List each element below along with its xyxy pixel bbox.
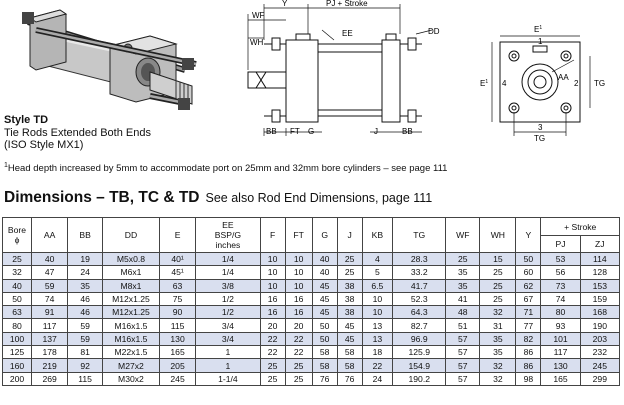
- table-cell: 269: [32, 372, 68, 385]
- table-cell: 35: [480, 346, 516, 359]
- table-cell: 125.9: [393, 346, 446, 359]
- cylinder-isometric-illustration: [0, 0, 225, 112]
- col-ee-sub1: BSP/G: [214, 230, 242, 240]
- dimensions-heading: [4, 189, 432, 207]
- port-4-label: 4: [502, 79, 507, 88]
- table-cell: 92: [68, 359, 103, 372]
- table-cell: 5: [362, 266, 393, 279]
- table-cell: 82.7: [393, 319, 446, 332]
- col-dd: DD: [102, 218, 159, 253]
- dim-bb-label: BB: [266, 127, 277, 136]
- table-cell: 45¹: [159, 266, 195, 279]
- table-cell: 71: [516, 306, 541, 319]
- table-cell: 63: [159, 279, 195, 292]
- table-row: [3, 306, 620, 319]
- table-cell: 6.5: [362, 279, 393, 292]
- table-cell: 115: [68, 372, 103, 385]
- style-iso-reference: (ISO Style MX1): [4, 139, 84, 151]
- table-cell: M12x1.25: [102, 306, 159, 319]
- footnote-text: Head depth increased by 5mm to accommodate port on 25mm and 32mm bore cylinders – see page 111: [7, 163, 448, 175]
- table-row: [3, 359, 620, 372]
- table-cell: 48: [446, 306, 480, 319]
- table-cell: 299: [580, 372, 619, 385]
- table-cell: 22: [362, 359, 393, 372]
- table-cell: 58: [337, 346, 362, 359]
- table-cell: 1: [196, 359, 260, 372]
- table-row: [3, 319, 620, 332]
- table-cell: 165: [159, 346, 195, 359]
- dimensions-table: [2, 217, 620, 386]
- table-cell: 4: [362, 253, 393, 266]
- col-ee-sub2: inches: [215, 240, 241, 250]
- table-cell: 1-1/4: [196, 372, 260, 385]
- dim-wf-label: WF: [252, 11, 265, 20]
- table-cell: 10: [285, 266, 312, 279]
- col-kb: KB: [362, 218, 393, 253]
- table-cell: 56: [541, 266, 580, 279]
- table-cell: 35: [68, 279, 103, 292]
- table-cell: 59: [32, 279, 68, 292]
- table-cell: 38: [337, 306, 362, 319]
- table-cell: 245: [580, 359, 619, 372]
- table-cell: 57: [446, 372, 480, 385]
- style-title: Style TD: [4, 114, 49, 126]
- table-cell: 1/4: [196, 253, 260, 266]
- table-cell: 3/4: [196, 319, 260, 332]
- table-cell: 57: [446, 332, 480, 345]
- table-cell: 40: [3, 279, 32, 292]
- table-cell: 96.9: [393, 332, 446, 345]
- table-cell: 245: [159, 372, 195, 385]
- style-description: Tie Rods Extended Both Ends: [4, 127, 151, 139]
- table-cell: 25: [260, 359, 285, 372]
- table-cell: 1: [196, 346, 260, 359]
- table-cell: 190: [580, 319, 619, 332]
- table-header: [3, 218, 620, 253]
- table-cell: 57: [446, 346, 480, 359]
- table-cell: 35: [480, 332, 516, 345]
- table-cell: 128: [580, 266, 619, 279]
- table-cell: 25: [3, 253, 32, 266]
- table-cell: 13: [362, 319, 393, 332]
- table-cell: 190.2: [393, 372, 446, 385]
- table-row: [3, 253, 620, 266]
- table-cell: 80: [541, 306, 580, 319]
- table-cell: 10: [362, 306, 393, 319]
- table-cell: 63: [3, 306, 32, 319]
- table-cell: 58: [337, 359, 362, 372]
- table-cell: 77: [516, 319, 541, 332]
- table-cell: 22: [260, 332, 285, 345]
- table-cell: 59: [68, 332, 103, 345]
- table-cell: 32: [480, 306, 516, 319]
- port-3-label: 3: [538, 123, 543, 132]
- table-cell: 28.3: [393, 253, 446, 266]
- table-cell: 159: [580, 292, 619, 305]
- col-pj: PJ: [541, 236, 580, 253]
- table-cell: 50: [312, 319, 337, 332]
- table-cell: 74: [541, 292, 580, 305]
- table-cell: M27x2: [102, 359, 159, 372]
- table-cell: 32: [480, 359, 516, 372]
- col-f: F: [260, 218, 285, 253]
- col-y: Y: [516, 218, 541, 253]
- dim-pj-stroke-label: PJ + Stroke: [326, 0, 368, 8]
- port-1-label: 1: [538, 37, 543, 46]
- table-cell: 41: [446, 292, 480, 305]
- table-cell: 32: [480, 372, 516, 385]
- table-cell: 38: [337, 292, 362, 305]
- col-aa: AA: [32, 218, 68, 253]
- table-cell: 3/8: [196, 279, 260, 292]
- table-cell: 165: [541, 372, 580, 385]
- table-cell: 40: [32, 253, 68, 266]
- table-cell: 15: [480, 253, 516, 266]
- table-cell: 31: [480, 319, 516, 332]
- col-stroke-group: + Stroke: [541, 218, 620, 236]
- table-cell: 130: [541, 359, 580, 372]
- table-cell: 25: [337, 253, 362, 266]
- table-cell: M30x2: [102, 372, 159, 385]
- table-cell: 80: [3, 319, 32, 332]
- table-cell: 35: [446, 279, 480, 292]
- table-cell: 38: [337, 279, 362, 292]
- table-cell: 101: [541, 332, 580, 345]
- col-ee-label: EE: [222, 220, 234, 230]
- table-row: [3, 332, 620, 345]
- table-row: [3, 266, 620, 279]
- table-cell: 22: [260, 346, 285, 359]
- table-cell: 16: [260, 292, 285, 305]
- port-2-label: 2: [574, 79, 579, 88]
- table-cell: M5x0.8: [102, 253, 159, 266]
- col-ee: [196, 218, 260, 253]
- table-cell: 19: [68, 253, 103, 266]
- footnote: [4, 162, 447, 174]
- dim-ee-label: EE: [342, 29, 353, 38]
- table-cell: 40¹: [159, 253, 195, 266]
- dim-bb-right-label: BB: [402, 127, 413, 136]
- col-bb: BB: [68, 218, 103, 253]
- table-cell: 117: [541, 346, 580, 359]
- table-cell: 10: [260, 279, 285, 292]
- table-cell: 24: [362, 372, 393, 385]
- table-cell: 45: [337, 332, 362, 345]
- col-bore-label: Bore: [7, 225, 27, 235]
- table-cell: 86: [516, 359, 541, 372]
- table-cell: 62: [516, 279, 541, 292]
- table-cell: 60: [516, 266, 541, 279]
- cylinder-side-view-drawing: [222, 0, 462, 150]
- table-cell: 25: [285, 359, 312, 372]
- table-cell: 1/2: [196, 292, 260, 305]
- table-cell: 10: [362, 292, 393, 305]
- table-cell: 10: [285, 253, 312, 266]
- table-cell: M8x1: [102, 279, 159, 292]
- table-cell: 50: [3, 292, 32, 305]
- table-cell: 100: [3, 332, 32, 345]
- table-cell: 35: [446, 266, 480, 279]
- table-cell: 10: [285, 279, 312, 292]
- table-cell: 25: [480, 279, 516, 292]
- table-cell: 154.9: [393, 359, 446, 372]
- table-cell: 64.3: [393, 306, 446, 319]
- dim-g-label: G: [308, 127, 315, 136]
- dim-e-top-label: $E^1$: [534, 25, 543, 34]
- table-cell: 3/4: [196, 332, 260, 345]
- table-cell: 22: [285, 346, 312, 359]
- table-cell: 22: [285, 332, 312, 345]
- table-cell: 18: [362, 346, 393, 359]
- table-row: [3, 279, 620, 292]
- cylinder-end-view-drawing: [470, 0, 622, 150]
- table-cell: 40: [312, 266, 337, 279]
- footnote-marker: 1: [4, 162, 8, 169]
- table-cell: 205: [159, 359, 195, 372]
- table-cell: 32: [3, 266, 32, 279]
- table-cell: 25: [260, 372, 285, 385]
- dim-wh-label: WH: [250, 38, 264, 47]
- table-cell: 41.7: [393, 279, 446, 292]
- table-cell: 137: [32, 332, 68, 345]
- table-cell: 50: [312, 332, 337, 345]
- table-cell: 74: [32, 292, 68, 305]
- col-bore-symbol: ϕ: [14, 235, 20, 245]
- table-cell: 10: [260, 266, 285, 279]
- table-cell: M22x1.5: [102, 346, 159, 359]
- table-cell: 67: [516, 292, 541, 305]
- table-cell: 24: [68, 266, 103, 279]
- table-cell: M16x1.5: [102, 319, 159, 332]
- table-cell: 16: [260, 306, 285, 319]
- col-wh: WH: [480, 218, 516, 253]
- table-cell: 25: [480, 292, 516, 305]
- table-cell: M6x1: [102, 266, 159, 279]
- table-cell: 10: [260, 253, 285, 266]
- table-cell: 33.2: [393, 266, 446, 279]
- table-cell: 1/4: [196, 266, 260, 279]
- table-cell: M12x1.25: [102, 292, 159, 305]
- col-e: E: [159, 218, 195, 253]
- table-cell: 98: [516, 372, 541, 385]
- col-j: J: [337, 218, 362, 253]
- table-body: [3, 253, 620, 386]
- table-cell: 16: [285, 306, 312, 319]
- dim-y-label: Y: [282, 0, 288, 8]
- table-cell: 25: [446, 253, 480, 266]
- table-cell: 81: [68, 346, 103, 359]
- table-cell: 52.3: [393, 292, 446, 305]
- table-cell: 53: [541, 253, 580, 266]
- col-ft: FT: [285, 218, 312, 253]
- table-cell: 58: [312, 346, 337, 359]
- table-cell: 25: [285, 372, 312, 385]
- table-row: [3, 346, 620, 359]
- table-cell: 16: [285, 292, 312, 305]
- table-row: [3, 292, 620, 305]
- table-cell: M16x1.5: [102, 332, 159, 345]
- table-cell: 178: [32, 346, 68, 359]
- table-cell: 153: [580, 279, 619, 292]
- table-cell: 73: [541, 279, 580, 292]
- table-cell: 13: [362, 332, 393, 345]
- col-g: G: [312, 218, 337, 253]
- table-cell: 75: [159, 292, 195, 305]
- table-cell: 45: [337, 319, 362, 332]
- table-cell: 40: [312, 253, 337, 266]
- table-cell: 114: [580, 253, 619, 266]
- table-cell: 59: [68, 319, 103, 332]
- table-cell: 45: [312, 292, 337, 305]
- table-cell: 46: [68, 306, 103, 319]
- table-cell: 219: [32, 359, 68, 372]
- table-cell: 51: [446, 319, 480, 332]
- table-cell: 82: [516, 332, 541, 345]
- table-cell: 115: [159, 319, 195, 332]
- table-cell: 50: [516, 253, 541, 266]
- table-cell: 130: [159, 332, 195, 345]
- table-cell: 200: [3, 372, 32, 385]
- dimensions-title: Dimensions – TB, TC & TD: [4, 189, 200, 206]
- table-cell: 58: [312, 359, 337, 372]
- table-cell: 47: [32, 266, 68, 279]
- col-wf: WF: [446, 218, 480, 253]
- dim-j-label: J: [374, 127, 378, 136]
- table-cell: 86: [516, 346, 541, 359]
- table-row: [3, 372, 620, 385]
- table-cell: 25: [480, 266, 516, 279]
- dim-tg-right-label: TG: [594, 79, 606, 88]
- dim-e-left-label: $E^1$: [480, 79, 489, 88]
- dim-aa-label: AA: [558, 73, 569, 82]
- table-cell: 20: [285, 319, 312, 332]
- dim-ft-label: FT: [290, 127, 300, 136]
- table-cell: 203: [580, 332, 619, 345]
- table-cell: 93: [541, 319, 580, 332]
- table-cell: 90: [159, 306, 195, 319]
- col-bore: [3, 218, 32, 253]
- table-cell: 160: [3, 359, 32, 372]
- table-cell: 117: [32, 319, 68, 332]
- table-cell: 125: [3, 346, 32, 359]
- col-tg: TG: [393, 218, 446, 253]
- table-cell: 91: [32, 306, 68, 319]
- dim-tg-bottom-label: TG: [534, 134, 546, 143]
- table-cell: 45: [312, 306, 337, 319]
- table-cell: 20: [260, 319, 285, 332]
- table-cell: 57: [446, 359, 480, 372]
- col-zj: ZJ: [580, 236, 619, 253]
- table-cell: 76: [337, 372, 362, 385]
- table-cell: 1/2: [196, 306, 260, 319]
- table-cell: 76: [312, 372, 337, 385]
- table-cell: 45: [312, 279, 337, 292]
- table-cell: 168: [580, 306, 619, 319]
- table-cell: 232: [580, 346, 619, 359]
- table-cell: 25: [337, 266, 362, 279]
- dim-dd-label: DD: [428, 27, 440, 36]
- table-cell: 46: [68, 292, 103, 305]
- see-also-reference: See also Rod End Dimensions, page 111: [205, 191, 433, 205]
